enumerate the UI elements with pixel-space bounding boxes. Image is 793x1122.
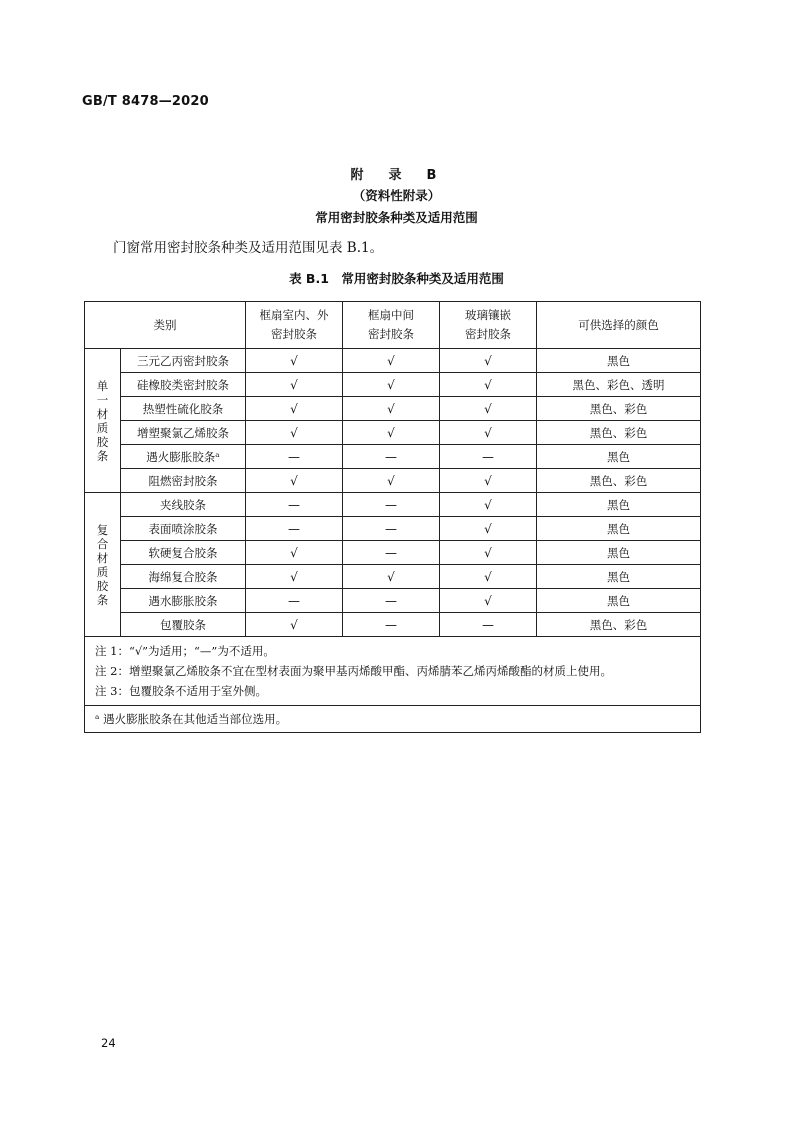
- frame-sash-seal-cell: √: [246, 349, 343, 373]
- strip-name-cell: 硅橡胶类密封胶条: [121, 373, 246, 397]
- header-middle-seal-line1: 框扇中间: [368, 308, 414, 322]
- strip-name-cell: 增塑聚氯乙烯胶条: [121, 421, 246, 445]
- appendix-type: （资料性附录）: [352, 188, 441, 203]
- appendix-name: 常用密封胶条种类及适用范围: [315, 210, 478, 225]
- middle-seal-cell: —: [343, 589, 440, 613]
- table-row: [85, 349, 701, 373]
- header-glazing-seal-line1: 玻璃镶嵌: [465, 308, 511, 322]
- strip-name-cell: 热塑性硫化胶条: [121, 397, 246, 421]
- glazing-seal-cell: √: [440, 397, 537, 421]
- middle-seal-cell: √: [343, 373, 440, 397]
- header-frame-sash-middle-seal: [343, 302, 440, 349]
- glazing-seal-cell: √: [440, 469, 537, 493]
- glazing-seal-cell: √: [440, 421, 537, 445]
- notes-cell: [85, 637, 701, 706]
- frame-sash-seal-cell: √: [246, 373, 343, 397]
- table-body: [85, 349, 701, 733]
- frame-sash-seal-cell: —: [246, 493, 343, 517]
- frame-sash-seal-cell: √: [246, 397, 343, 421]
- color-cell: 黑色: [537, 541, 701, 565]
- footnote-row: [85, 706, 701, 733]
- note-2: 注 2：增塑聚氯乙烯胶条不宜在型材表面为聚甲基丙烯酸甲酯、丙烯腈苯乙烯丙烯酸酯的材质上使用。: [95, 664, 612, 678]
- footnote: ᵃ 遇火膨胀胶条在其他适当部位选用。: [85, 706, 701, 733]
- color-cell: 黑色: [537, 493, 701, 517]
- middle-seal-cell: √: [343, 469, 440, 493]
- note-3: 注 3：包覆胶条不适用于室外侧。: [95, 684, 267, 698]
- intro-paragraph: 门窗常用密封胶条种类及适用范围见表 B.1。: [113, 240, 384, 256]
- middle-seal-cell: —: [343, 493, 440, 517]
- color-cell: 黑色: [537, 349, 701, 373]
- middle-seal-cell: √: [343, 349, 440, 373]
- glazing-seal-cell: √: [440, 493, 537, 517]
- table-row: [85, 469, 701, 493]
- standard-code: GB/T 8478—2020: [82, 94, 209, 109]
- header-glazing-seal-line2: 密封胶条: [465, 327, 511, 341]
- glazing-seal-cell: √: [440, 373, 537, 397]
- frame-sash-seal-cell: —: [246, 517, 343, 541]
- middle-seal-cell: √: [343, 565, 440, 589]
- appendix-title: 附 录 B: [350, 168, 443, 183]
- glazing-seal-cell: √: [440, 517, 537, 541]
- group-label-char: 复: [96, 522, 109, 537]
- page-number: 24: [101, 1036, 116, 1050]
- strip-name-cell: 包覆胶条: [121, 613, 246, 637]
- group-label-char: 质: [96, 564, 109, 579]
- group-label-char: 材: [96, 550, 109, 565]
- group-label-char: 条: [96, 592, 109, 607]
- frame-sash-seal-cell: —: [246, 589, 343, 613]
- color-cell: 黑色: [537, 517, 701, 541]
- frame-sash-seal-cell: √: [246, 421, 343, 445]
- table-caption: 表 B.1 常用密封胶条种类及适用范围: [289, 271, 504, 286]
- frame-sash-seal-cell: √: [246, 469, 343, 493]
- strip-name-cell: 三元乙丙密封胶条: [121, 349, 246, 373]
- glazing-seal-cell: √: [440, 349, 537, 373]
- frame-sash-seal-cell: √: [246, 565, 343, 589]
- strip-name-cell: 表面喷涂胶条: [121, 517, 246, 541]
- glazing-seal-cell: √: [440, 589, 537, 613]
- header-category: 类别: [85, 302, 246, 349]
- color-cell: 黑色: [537, 589, 701, 613]
- table-row: [85, 421, 701, 445]
- frame-sash-seal-cell: —: [246, 445, 343, 469]
- table-row: [85, 397, 701, 421]
- header-middle-seal-line2: 密封胶条: [368, 327, 414, 341]
- color-cell: 黑色、彩色: [537, 613, 701, 637]
- strip-name-cell: 软硬复合胶条: [121, 541, 246, 565]
- header-glazing-seal: [440, 302, 537, 349]
- header-available-colors: 可供选择的颜色: [537, 302, 701, 349]
- table-row: [85, 541, 701, 565]
- strip-name-cell: 海绵复合胶条: [121, 565, 246, 589]
- note-1: 注 1：“√”为适用；“—”为不适用。: [95, 644, 275, 658]
- header-frame-sash-seal-line2: 密封胶条: [271, 327, 317, 341]
- strip-name-cell: 遇水膨胀胶条: [121, 589, 246, 613]
- seal-strip-table: [84, 301, 701, 733]
- header-frame-sash-seal-line1: 框扇室内、外: [259, 308, 329, 322]
- group-label-char: 单: [96, 378, 109, 393]
- color-cell: 黑色: [537, 445, 701, 469]
- glazing-seal-cell: —: [440, 445, 537, 469]
- table-row: [85, 445, 701, 469]
- group-label-char: 质: [96, 420, 109, 435]
- color-cell: 黑色: [537, 565, 701, 589]
- frame-sash-seal-cell: √: [246, 613, 343, 637]
- group-label-char: 条: [96, 448, 109, 463]
- group-label: [85, 493, 121, 637]
- glazing-seal-cell: —: [440, 613, 537, 637]
- table-row: [85, 589, 701, 613]
- middle-seal-cell: √: [343, 421, 440, 445]
- middle-seal-cell: √: [343, 397, 440, 421]
- table-row: [85, 613, 701, 637]
- group-label-char: 一: [96, 392, 109, 407]
- middle-seal-cell: —: [343, 541, 440, 565]
- middle-seal-cell: —: [343, 613, 440, 637]
- middle-seal-cell: —: [343, 517, 440, 541]
- notes-row: [85, 637, 701, 706]
- table-row: [85, 565, 701, 589]
- glazing-seal-cell: √: [440, 541, 537, 565]
- group-label-char: 合: [96, 536, 109, 551]
- frame-sash-seal-cell: √: [246, 541, 343, 565]
- strip-name-cell: 遇火膨胀胶条ᵃ: [121, 445, 246, 469]
- table-row: [85, 493, 701, 517]
- strip-name-cell: 夹线胶条: [121, 493, 246, 517]
- color-cell: 黑色、彩色: [537, 397, 701, 421]
- group-label: [85, 349, 121, 493]
- color-cell: 黑色、彩色、透明: [537, 373, 701, 397]
- color-cell: 黑色、彩色: [537, 421, 701, 445]
- table-header-row: [85, 302, 701, 349]
- table-row: [85, 373, 701, 397]
- group-label-char: 胶: [96, 434, 109, 449]
- header-frame-sash-seal: [246, 302, 343, 349]
- strip-name-cell: 阻燃密封胶条: [121, 469, 246, 493]
- middle-seal-cell: —: [343, 445, 440, 469]
- glazing-seal-cell: √: [440, 565, 537, 589]
- group-label-char: 材: [96, 406, 109, 421]
- table-row: [85, 517, 701, 541]
- color-cell: 黑色、彩色: [537, 469, 701, 493]
- group-label-char: 胶: [96, 578, 109, 593]
